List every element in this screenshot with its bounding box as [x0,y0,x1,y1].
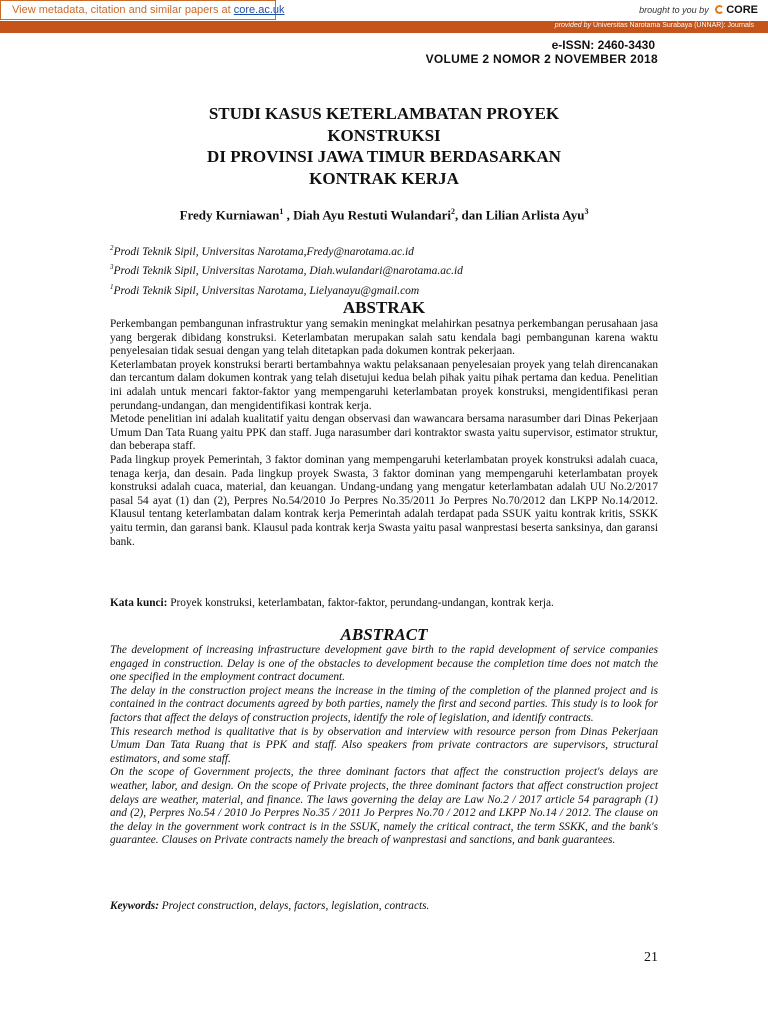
page-number: 21 [644,950,658,965]
affiliation-line [110,260,463,279]
core-link[interactable]: core.ac.uk [233,4,285,16]
issn: e-ISSN: 2460-3430 [551,38,655,52]
author-separator: , dan [454,207,486,223]
volume-info: VOLUME 2 NOMOR 2 NOVEMBER 2018 [425,52,658,66]
core-logo-icon [715,5,724,14]
author-sup: 3 [584,207,589,216]
paper-title [110,103,658,189]
core-metadata-text: View metadata, citation and similar papers at [12,4,234,16]
abstrak-body [110,318,658,549]
abstract-paragraph: The delay in the construction project means the increase in the timing of the completion of the planned project and is contained in the contract documents agreed by both parties, namely the first and second parties. This study is to look for factors that affect the delays of construction projects, identify the role of legislation, and identify contracts. [110,684,658,724]
affiliation-line [110,280,463,299]
abstract-heading: ABSTRACT [340,625,428,644]
affiliation-text: Prodi Teknik Sipil, Universitas Narotama,Fredy@narotama.ac.id [113,245,414,258]
core-banner [0,0,768,21]
core-logo-text: CORE [726,4,758,16]
authors [110,207,658,223]
author-separator: , [283,207,294,223]
title-line: DI PROVINSI JAWA TIMUR BERDASARKAN [207,147,561,166]
abstract-body [110,644,658,848]
abstrak-paragraph: Metode penelitian ini adalah kualitatif yaitu dengan observasi dan wawancara bersama narasumber dari Dinas Pekerjaan Umum Dan Tata Ruang yaitu PPK dan staff. Juga narasumber dari kontraktor swasta yaitu supervisor, estimator struktur, dan beberapa staff. [110,413,658,453]
keywords [110,900,658,912]
author-name: Fredy Kurniawan [179,207,280,223]
brought-by-text: brought to you by [639,5,709,15]
abstrak-paragraph: Pada lingkup proyek Pemerintah, 3 faktor dominan yang mempengaruhi keterlambatan proyek konstruksi adalah cuaca, tenaga kerja, dan desain. Pada lingkup proyek Swasta, 3 faktor dominan yang mempengaruhi keterlambatan proyek konstruksi adalah cuaca, material, dan keuangan. Undang-undang yang mengatur keterlambatan adalah UU No.2/2017 pasal 54 ayat (1) dan (2), Perpres No.54/2010 Jo Perpres No.35/2011 Jo Perpres No.70/2012 dan LKPP No.14/2012. Klausul tentang keterlambatan dalam kontrak kerja Pemerintah adalah terdapat pada SSUK yaitu kontrak kritis, SSKK yaitu termin, dan garansi bank. Klausul pada kontrak kerja Swasta yaitu pasal wanprestasi beserta sanksinya, dan garansi bank. [110,453,658,548]
author-sup: 2 [450,207,455,216]
keywords-text: Project construction, delays, factors, legislation, contracts. [158,900,430,912]
affiliation-text: Prodi Teknik Sipil, Universitas Narotama, Diah.wulandari@narotama.ac.id [113,265,463,278]
provided-by-bar [0,21,768,33]
abstrak-paragraph: Perkembangan pembangunan infrastruktur yang semakin meningkat melahirkan pesatnya perkembangan perusahaan jasa yang bergerak dibidang konstruksi. Keterlambatan merupakan salah satu kendala bagi pembangunan karena waktu penyelesaian tidak sesuai dengan yang telah ditetapkan pada dokumen kontrak pekerjaan. [110,318,658,358]
abstract-paragraph: On the scope of Government projects, the three dominant factors that affect the construction project's delays are weather, labor, and design. On the scope of Private projects, the three dominant factors that affect construction project delays are weather, material, and finance. The laws governing the delay are Law No.2 / 2017 article 54 paragraph (1) and (2), Perpres No.54 / 2010 Jo Perpres No.35 / 2011 Jo Perpres No.70 / 2012 and LKPP No.14 / 2012. The clause on the delay in the government work contract is in the SSUK, namely the critical contract, the term SSKK, and the bank's guarantee. Clauses on Private contracts namely the breach of wanprestasi and sanctions, and bank guarantees. [110,766,658,847]
title-line: STUDI KASUS KETERLAMBATAN PROYEK [208,104,560,123]
abstract-paragraph: This research method is qualitative that is by observation and interview with resource person from Dinas Pekerjaan Umum Dan Tata Ruang that is PPK and staff. Also speakers from private contractors are supervisors, structural estimators, and some staff. [110,725,658,765]
core-metadata-box [0,0,285,20]
core-brought-by [639,4,758,16]
affiliation-sup: 3 [110,263,114,272]
keywords-label: Keywords: [110,900,159,912]
kata-kunci [110,597,658,609]
abstrak-heading: ABSTRAK [342,298,426,317]
title-line: KONSTRUKSI [327,125,441,145]
kata-kunci-label: Kata kunci: [110,597,168,609]
affiliation-text: Prodi Teknik Sipil, Universitas Narotama, Lielyanayu@gmail.com [113,284,420,297]
affiliation-line [110,241,463,260]
author-name: Lilian Arlista Ayu [485,207,585,223]
author-name: Diah Ayu Restuti Wulandari [293,207,451,223]
kata-kunci-text: Proyek konstruksi, keterlambatan, faktor-faktor, perundang-undangan, kontrak kerja. [167,597,554,609]
core-logo[interactable] [715,4,758,16]
abstract-paragraph: The development of increasing infrastructure development gave birth to the rapid development of service companies engaged in construction. Delay is one of the obstacles to development because the completion time does not match the one specified in the employment contract document. [110,644,658,684]
title-line: KONTRAK KERJA [309,168,459,188]
affiliation-sup: 1 [110,282,114,291]
author-sup: 1 [279,207,284,216]
provided-by-text: Universitas Narotama Surabaya (UNNAR): Journals [591,22,754,29]
affiliation-sup: 2 [110,244,114,252]
abstrak-paragraph: Keterlambatan proyek konstruksi berarti bertambahnya waktu pelaksanaan penyelesaian proyek yang telah direncanakan dan tercantum dalam dokumen kontrak yang telah disetujui kedua belah pihak yaitu pihak pertama dan kedua. Penelitian ini adalah untuk mencari faktor-faktor yang mempengaruhi keterlambatan proyek konstruksi, mengidentifikasi peran perundang-undangan, dan mengidentifikasi kontrak kerja. [110,358,658,412]
affiliations [110,241,463,299]
provided-by-label: provided by [554,22,591,29]
